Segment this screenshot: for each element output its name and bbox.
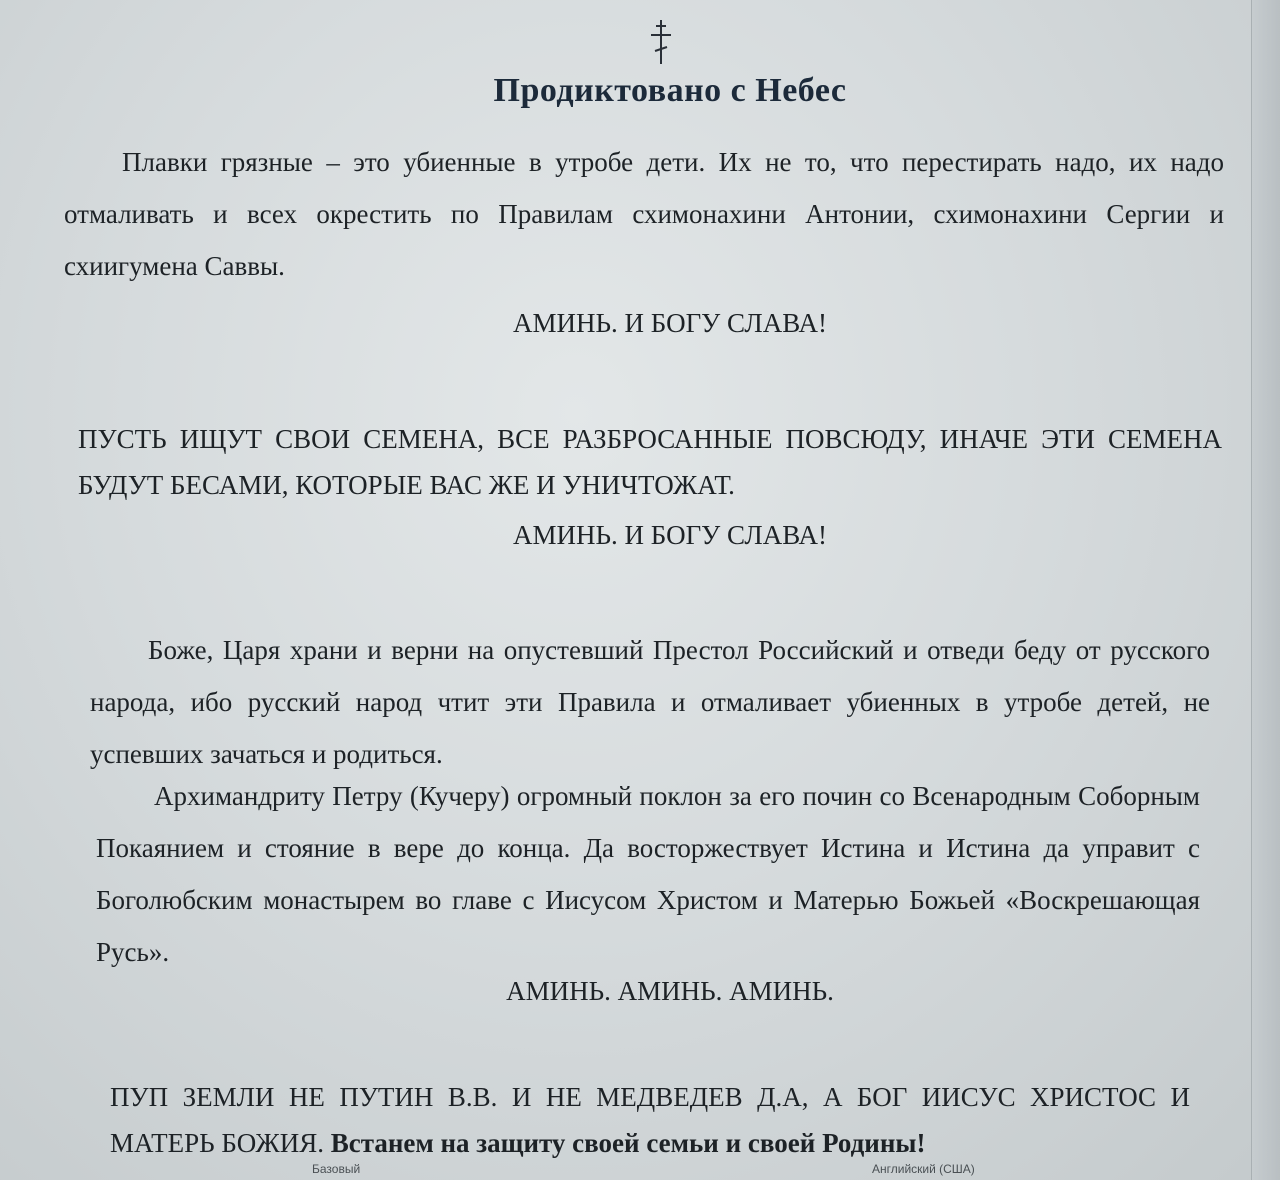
paragraph-4-text: Архимандриту Петру (Кучеру) огромный поклон за его почин со Всенародным Соборным Покаянием и стояние в вере до конца. Да восторжествует Истина и Истина да управит с Боголюбским монастырем во главе с Иисусом Христом и Матерью Божьей «Воскрешающая Русь». bbox=[96, 781, 1200, 967]
paragraph-4 bbox=[96, 770, 1200, 978]
paragraph-5-bold-text: Встанем на защиту своей семьи и своей Родины! bbox=[330, 1128, 926, 1158]
document-title: Продиктовано с Небес bbox=[493, 72, 847, 109]
paragraph-5 bbox=[110, 1074, 1190, 1166]
orthodox-cross-icon bbox=[648, 18, 674, 66]
status-bar bbox=[0, 1156, 1280, 1180]
paragraph-3 bbox=[90, 624, 1210, 780]
amen-line-2: АМИНЬ. И БОГУ СЛАВА! bbox=[513, 520, 827, 550]
style-label[interactable]: Базовый bbox=[312, 1162, 361, 1176]
page-edge bbox=[1251, 0, 1280, 1180]
paragraph-2-text: ПУСТЬ ИЩУТ СВОИ СЕМЕНА, ВСЕ РАЗБРОСАННЫЕ ПОВСЮДУ, ИНАЧЕ ЭТИ СЕМЕНА БУДУТ БЕСАМИ, КОТОРЫЕ ВАС ЖЕ И УНИЧТОЖАТ. bbox=[78, 424, 1222, 500]
paragraph-5-text: ПУП ЗЕМЛИ НЕ ПУТИН В.В. И НЕ МЕДВЕДЕВ Д.А, А БОГ ИИСУС ХРИСТОС И МАТЕРЬ БОЖИЯ. bbox=[110, 1082, 1190, 1158]
paragraph-1-text: Плавки грязные – это убиенные в утробе дети. Их не то, что перестирать надо, их надо отмаливать и всех окрестить по Правилам схимонахини Антонии, схимонахини Сергии и схиигумена Саввы. bbox=[64, 147, 1224, 281]
amen-line-3: АМИНЬ. АМИНЬ. АМИНЬ. bbox=[506, 976, 834, 1006]
paragraph-2 bbox=[78, 416, 1222, 508]
amen-line-1: АМИНЬ. И БОГУ СЛАВА! bbox=[513, 308, 827, 338]
paragraph-3-text: Боже, Царя храни и верни на опустевший Престол Российский и отведи беду от русского народа, ибо русский народ чтит эти Правила и отмаливает убиенных в утробе детей, не успевших зачаться и родиться. bbox=[90, 635, 1210, 769]
paragraph-1 bbox=[64, 136, 1224, 292]
language-label[interactable]: Английский (США) bbox=[872, 1162, 975, 1176]
